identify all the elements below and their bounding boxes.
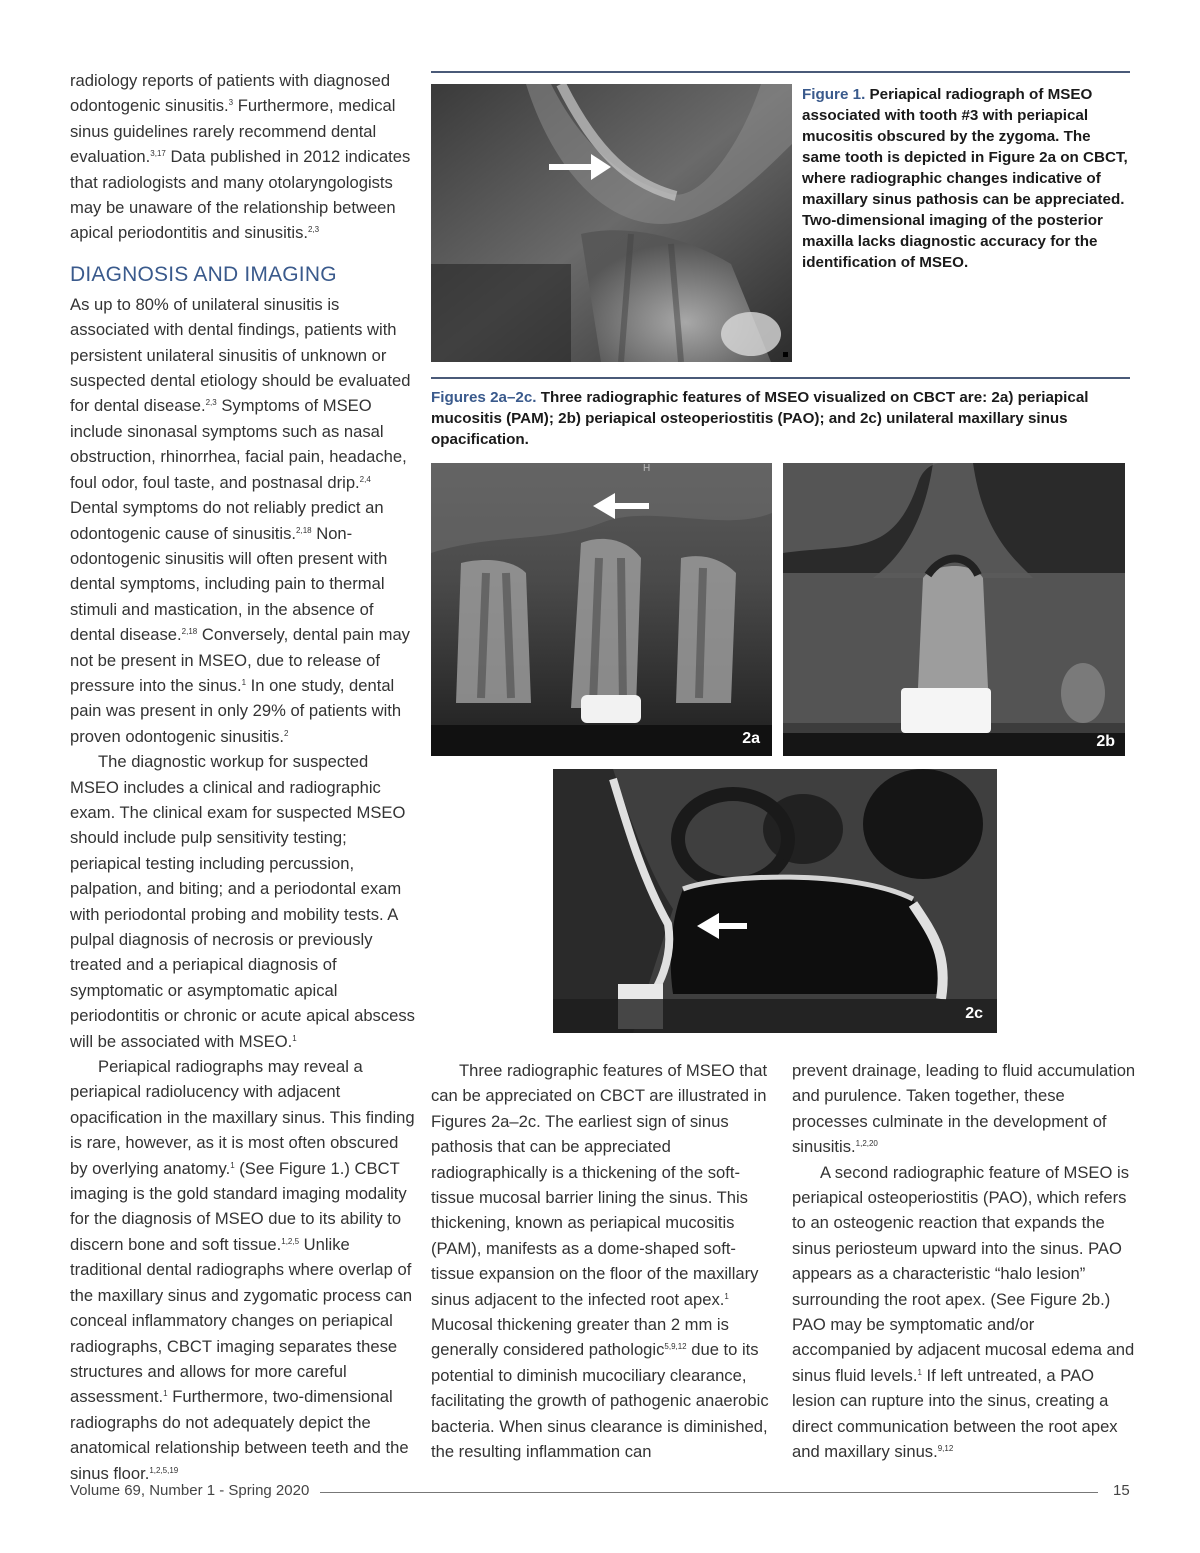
footer-rule <box>320 1492 1098 1493</box>
figure-2-caption <box>431 387 1130 450</box>
citation-superscript: 2 <box>284 728 289 738</box>
citation-superscript: 9,12 <box>937 1444 954 1454</box>
text-run: Furthermore, two-dimensional radiographs do not adequately depict the anatomical relationship between teeth and the sinus floor. <box>70 1387 409 1483</box>
text-run: due to its potential to diminish mucociliary clearance, facilitating the growth of pathogenic anaerobic bacteria. When sinus clearance is diminished, the resulting inflammation can <box>431 1340 769 1462</box>
text-run: Symptoms of MSEO include sinonasal symptoms such as nasal obstruction, rhinorrhea, facial pain, headache, foul odor, foul taste, and postnasal drip. <box>70 396 407 492</box>
citation-superscript: 1 <box>163 1389 168 1399</box>
citation-superscript: 1 <box>724 1291 729 1301</box>
text-run: (See Figure 1.) CBCT imaging is the gold standard imaging modality for the diagnosis of MSEO due to its ability to discern bone and soft tissue. <box>70 1158 407 1254</box>
body-paragraph <box>70 292 415 749</box>
text-run: In one study, dental pain was present in only 29% of patients with proven odontogenic sinusitis. <box>70 675 402 746</box>
panel-label-2a: 2a <box>742 730 760 747</box>
figure-1-caption-text: Periapical radiograph of MSEO associated with tooth #3 with periapical mucositis obscured by the zygoma. The same tooth is depicted in Figure 2a on CBCT, where radiographic changes indicative of maxillary sinus pathosis can be appreciated. Two-dimensional imaging of the posterior maxilla lacks diagnostic accuracy for the identification of MSEO. <box>802 86 1128 271</box>
figure-1-top-rule <box>431 71 1130 73</box>
text-run: Furthermore, medical sinus guidelines rarely recommend dental evaluation. <box>70 96 396 167</box>
text-run: radiology reports of patients with diagnosed odontogenic sinusitis. <box>70 71 391 116</box>
citation-superscript: 1 <box>917 1367 922 1377</box>
figure-2a-cbct <box>431 463 772 756</box>
figure-2-label: Figures 2a–2c. <box>431 389 537 406</box>
body-paragraph <box>792 1160 1137 1465</box>
text-run: Mucosal thickening greater than 2 mm is generally considered pathologic <box>431 1315 729 1360</box>
text-run: Dental symptoms do not reliably predict an odontogenic cause of sinusitis. <box>70 498 384 543</box>
page-number: 15 <box>1113 1482 1130 1499</box>
text-run: Unlike traditional dental radiographs where overlap of the maxillary sinus and zygomatic process can conceal inflammatory changes on periapical radiographs, CBCT imaging separates these structures and allows for more careful assessment. <box>70 1234 413 1407</box>
figure-2c-cbct <box>553 769 997 1033</box>
figure-1-label: Figure 1. <box>802 86 866 103</box>
text-run: The diagnostic workup for suspected MSEO includes a clinical and radiographic exam. The clinical exam for suspected MSEO should include pulp sensitivity testing; periapical testing including percussion, palpation, and biting; and a periodontal exam with periodontal probing and mobility tests. A pulpal diagnosis of necrosis or previously treated and a periapical diagnosis of symptomatic or asymptomatic apical periodontitis or chronic or acute apical abscess will be associated with MSEO. <box>70 752 415 1051</box>
text-run: Periapical radiographs may reveal a periapical radiolucency with adjacent opacification in the maxillary sinus. This finding is rare, however, as it is most often obscured by overlying anatomy. <box>70 1057 415 1178</box>
figure-2-caption-text: Three radiographic features of MSEO visualized on CBCT are: 2a) periapical mucositis (PAM); 2b) periapical osteoperiostitis (PAO); and 2c) unilateral maxillary sinus opacification. <box>431 389 1089 448</box>
citation-superscript: 1 <box>241 677 247 687</box>
citation-superscript: 2,18 <box>181 627 198 637</box>
body-paragraph <box>70 749 415 1054</box>
text-run: If left untreated, a PAO lesion can rupture into the sinus, creating a direct communication between the root apex and maxillary sinus. <box>792 1365 1118 1462</box>
footer-volume: Volume 69, Number 1 - Spring 2020 <box>70 1482 310 1499</box>
citation-superscript: 5,9,12 <box>664 1342 687 1352</box>
body-paragraph <box>431 1058 776 1465</box>
body-paragraph <box>792 1058 1137 1160</box>
citation-superscript: 1 <box>230 1160 235 1170</box>
text-run: Data published in 2012 indicates that radiologists and many otolaryngologists may be unaware of the relationship between apical periodontitis and sinusitis. <box>70 147 411 243</box>
middle-column <box>431 1058 776 1465</box>
panel-label-2b: 2b <box>1096 733 1115 750</box>
panel-label-2c: 2c <box>965 1005 983 1022</box>
text-run: Conversely, dental pain may not be present in MSEO, due to release of pressure into the sinus. <box>70 625 410 695</box>
citation-superscript: 1,2,5 <box>281 1236 300 1246</box>
body-paragraph <box>70 1054 415 1486</box>
panel-marker: H <box>643 463 651 474</box>
citation-superscript: 1,2,5,19 <box>149 1465 179 1475</box>
citation-superscript: 2,3 <box>205 398 217 408</box>
left-column <box>70 68 415 1486</box>
citation-superscript: 2,18 <box>296 525 312 535</box>
section-heading: DIAGNOSIS AND IMAGING <box>70 262 337 286</box>
citation-superscript: 3 <box>228 98 234 108</box>
intro-paragraph <box>70 68 415 246</box>
citation-superscript: 3,17 <box>150 149 166 159</box>
figure-2b-cbct <box>783 463 1125 756</box>
citation-superscript: 2,3 <box>307 225 320 235</box>
text-run: Three radiographic features of MSEO that can be appreciated on CBCT are illustrated in Figures 2a–2c. The earliest sign of sinus pathosis that can be appreciated radiographically is a thickening of the soft-tissue mucosal barrier lining the sinus. This thickening, known as periapical mucositis (PAM), manifests as a dome-shaped soft-tissue expansion on the floor of the maxillary sinus adjacent to the infected root apex. <box>431 1061 768 1309</box>
figure-2-top-rule <box>431 377 1130 379</box>
figure-1-radiograph <box>431 84 792 362</box>
text-run: As up to 80% of unilateral sinusitis is associated with dental findings, patients with persistent unilateral sinusitis of unknown or suspected dental etiology should be evaluated for dental disease. <box>70 294 411 416</box>
right-column <box>792 1058 1137 1465</box>
citation-superscript: 2,4 <box>359 474 371 484</box>
citation-superscript: 1 <box>292 1033 297 1043</box>
citation-superscript: 1,2,20 <box>855 1139 878 1149</box>
figure-1-caption <box>802 84 1132 273</box>
text-run: A second radiographic feature of MSEO is periapical osteoperiostitis (PAO), which refers to an osteogenic reaction that expands the sinus periosteum upward into the sinus. PAO appears as a characteristic “halo lesion” surrounding the root apex. (See Figure 2b.) PAO may be symptomatic and/or accompanied by adjacent mucosal edema and sinus fluid levels. <box>792 1162 1135 1385</box>
text-run: Non-odontogenic sinusitis will often present with dental symptoms, including pain to thermal stimuli and mastication, in the absence of dental disease. <box>70 523 388 645</box>
text-run: prevent drainage, leading to fluid accumulation and purulence. Taken together, these processes culminate in the development of sinusitis. <box>792 1061 1136 1157</box>
